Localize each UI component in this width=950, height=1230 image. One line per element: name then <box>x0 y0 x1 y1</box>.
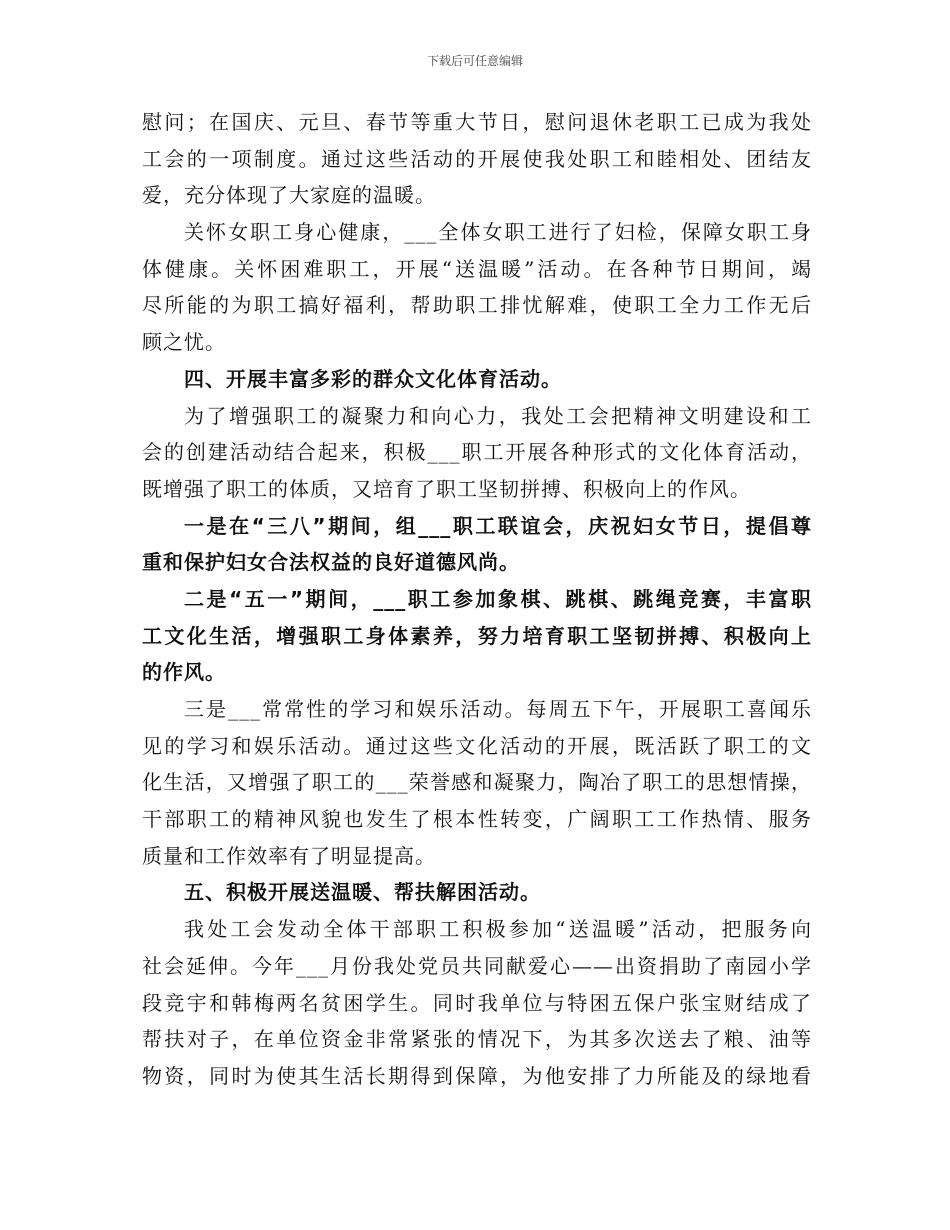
text-line: 社会延伸。今年___月份我处党员共同献爱心——出资捐助了南园小学 <box>142 953 812 978</box>
text-line: 为了增强职工的凝聚力和向心力，我处工会把精神文明建设和工 <box>184 403 812 428</box>
text-line: 我处工会发动全体干部职工积极参加“送温暖”活动，把服务向 <box>184 917 812 942</box>
text-line: 段竞宇和韩梅两名贫困学生。同时我单位与特困五保户张宝财结成了 <box>142 990 812 1015</box>
bold-text-line: 一是在“三八”期间，组___职工联谊会，庆祝妇女节日，提倡尊 <box>184 513 812 538</box>
text-line: 三是___常常性的学习和娱乐活动。每周五下午，开展职工喜闻乐 <box>184 697 812 721</box>
text-line: 帮扶对子，在单位资金非常紧张的情况下，为其多次送去了粮、油等 <box>142 1027 812 1052</box>
text-line: 尽所能的为职工搞好福利，帮助职工排忧解难，使职工全力工作无后 <box>142 293 812 318</box>
text-line: 会的创建活动结合起来，积极___职工开展各种形式的文化体育活动， <box>142 440 812 465</box>
text-line: 干部职工的精神风貌也发生了根本性转变，广阔职工工作热情、服务 <box>142 807 812 832</box>
text-line: 物资，同时为使其生活长期得到保障，为他安排了力所能及的绿地看 <box>142 1063 812 1088</box>
text-line: 见的学习和娱乐活动。通过这些文化活动的开展，既活跃了职工的文 <box>142 733 812 758</box>
text-line: 体健康。关怀困难职工，开展“送温暖”活动。在各种节日期间，竭 <box>142 256 812 281</box>
page-header: 下载后可任意编辑 <box>426 54 523 68</box>
text-line: 既增强了职工的体质，又培育了职工坚韧拼搏、积极向上的作风。 <box>142 476 751 501</box>
bold-text-line: 四、开展丰富多彩的群众文化体育活动。 <box>184 366 562 391</box>
text-line: 工会的一项制度。通过这些活动的开展使我处职工和睦相处、团结友 <box>142 146 812 171</box>
bold-text-line: 工文化生活，增强职工身体素养，努力培育职工坚韧拼搏、积极向上 <box>142 623 812 648</box>
text-line: 顾之忧。 <box>142 330 226 355</box>
text-line: 关怀女职工身心健康，___全体女职工进行了妇检，保障女职工身 <box>184 220 812 245</box>
text-line: 化生活，又增强了职工的___荣誉感和凝聚力，陶冶了职工的思想情操， <box>142 770 812 795</box>
text-line: 质量和工作效率有了明显提高。 <box>142 843 436 868</box>
bold-text-line: 的作风。 <box>142 660 226 685</box>
bold-text-line: 二是“五一”期间，___职工参加象棋、跳棋、跳绳竞赛，丰富职 <box>184 586 812 611</box>
document-body <box>142 104 812 1095</box>
bold-text-line: 五、积极开展送温暖、帮扶解困活动。 <box>184 880 541 905</box>
text-line: 爱，充分体现了大家庭的温暖。 <box>142 183 436 208</box>
text-line: 慰问；在国庆、元旦、春节等重大节日，慰问退休老职工已成为我处 <box>142 110 812 134</box>
bold-text-line: 重和保护妇女合法权益的良好道德风尚。 <box>142 550 520 575</box>
